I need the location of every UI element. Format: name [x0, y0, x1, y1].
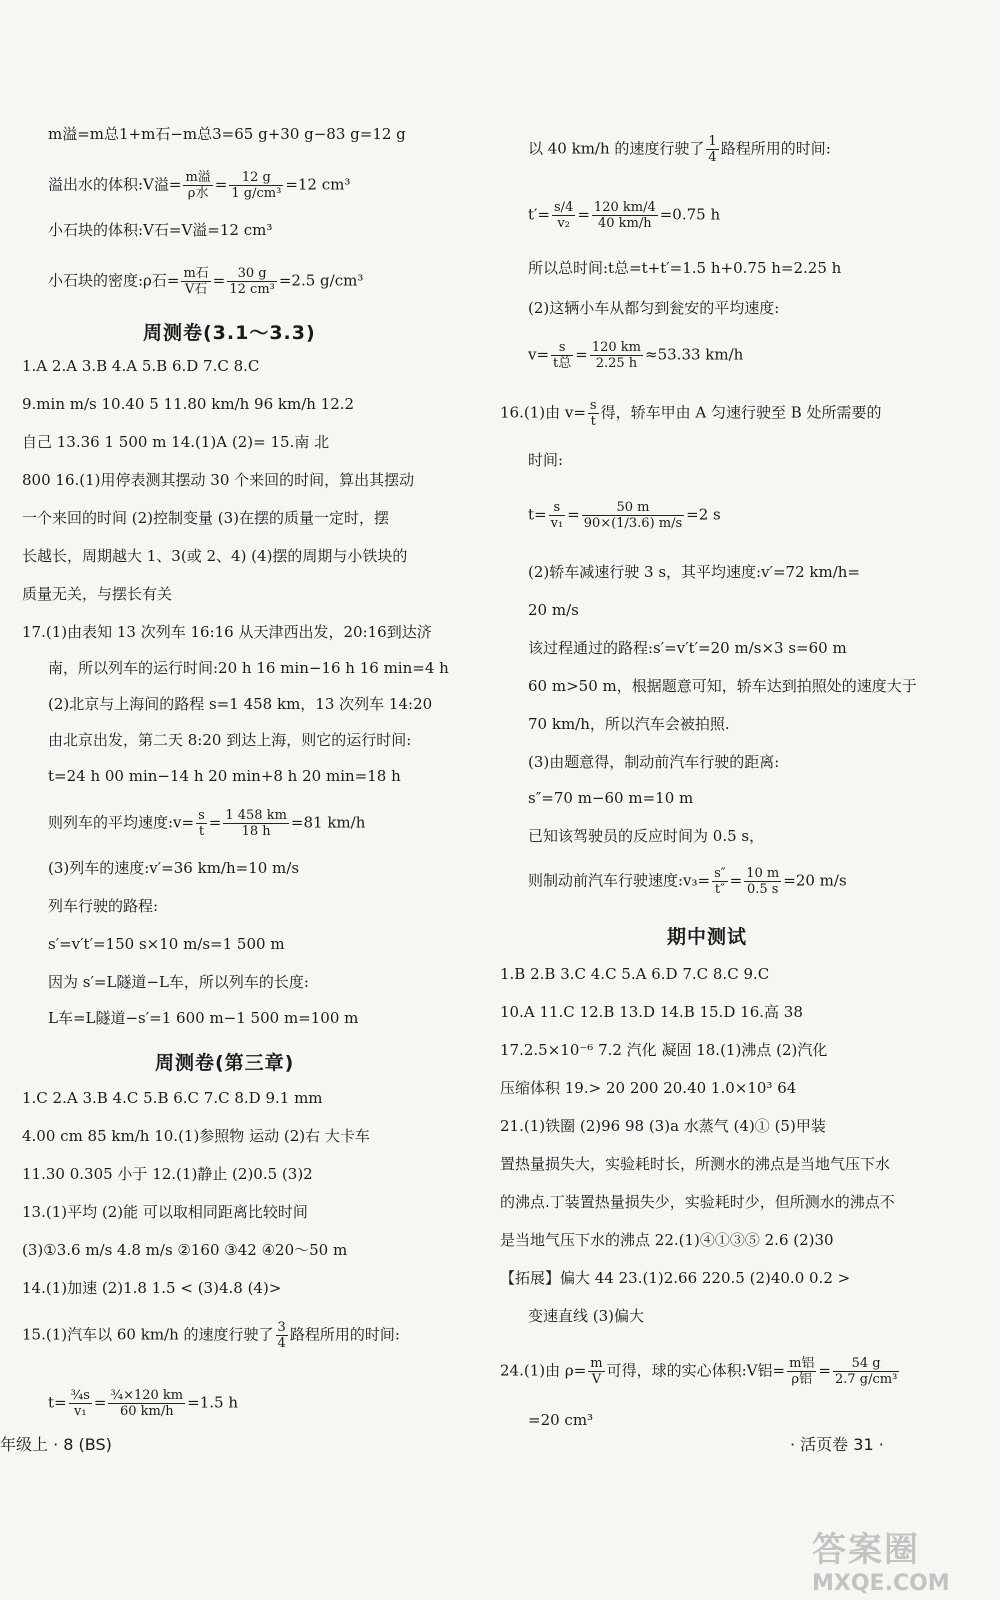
fraction	[590, 340, 643, 371]
text-line: 9.min m/s 10.40 5 11.80 km/h 96 km/h 12.2	[22, 395, 355, 413]
watermark-logo	[812, 1522, 982, 1596]
text-line: =20 cm³	[528, 1411, 594, 1429]
text-line: 因为 s′=L隧道−L车，所以列车的长度:	[48, 973, 309, 991]
fraction	[588, 1356, 604, 1387]
denominator: 0.5 s	[747, 882, 779, 897]
denominator: 18 h	[241, 824, 271, 839]
text-line: s′=v′t′=150 s×10 m/s=1 500 m	[48, 935, 285, 953]
text-line: 自己 13.36 1 500 m 14.(1)A (2)= 15.南 北	[22, 433, 330, 451]
denominator: v₂	[557, 216, 570, 231]
numerator: 1	[708, 134, 717, 149]
numerator: 120 km/4	[593, 200, 656, 215]
text-line: 已知该驾驶员的反应时间为 0.5 s，	[528, 827, 765, 845]
text-segment: 15.(1)汽车以 60 km/h 的速度行驶了	[22, 1325, 274, 1344]
fraction	[108, 1388, 185, 1419]
text-line: 压缩体积 19.> 20 200 20.40 1.0×10³ 64	[500, 1079, 797, 1097]
text-line: 14.(1)加速 (2)1.8 1.5 < (3)4.8 (4)>	[22, 1279, 282, 1297]
text-line: s″=70 m−60 m=10 m	[528, 789, 694, 807]
text-line: t′= $\frac{s/4}{\text{v₂}}$ = $\frac{120 km/4}{40 km/h}$ =0.75 h	[528, 200, 721, 231]
denominator: 90×(1/3.6) m/s	[583, 516, 683, 531]
numerator: s	[198, 808, 205, 823]
denominator: v₁	[550, 516, 564, 531]
text-segment: 路程所用的时间:	[289, 1325, 400, 1344]
fraction	[588, 398, 599, 429]
numerator: 30 g	[227, 266, 277, 282]
text-line: 则制动前汽车行驶速度:v₃= $\frac{s''}{t''}$ = $\frac{10 m}{0.5 s}$ =20 m/s	[528, 866, 847, 897]
text-line: 1.B 2.B 3.C 4.C 5.A 6.D 7.C 8.C 9.C	[500, 965, 770, 983]
section-heading: 周测卷(3.1～3.3)	[143, 322, 316, 344]
numerator: 10 m	[746, 866, 780, 881]
numerator: 120 km	[591, 340, 642, 355]
watermark-url: MXQE.COM	[812, 1571, 950, 1596]
text-line: 则列车的平均速度:v= $\frac{s}{t}$ = $\frac{1 458 km}{18 h}$ =81 km/h	[48, 808, 366, 839]
text-line: 长越长，周期越大 1、3(或 2、4) (4)摆的周期与小铁块的	[22, 547, 408, 565]
section-heading: 期中测试	[667, 926, 748, 948]
numerator: 50 m	[582, 500, 684, 516]
fraction	[712, 866, 728, 897]
denominator: 40 km/h	[598, 216, 652, 231]
text-line: 小石块的体积:V石=V溢=12 cm³	[48, 221, 273, 239]
text-line: 该过程通过的路程:s′=v′t′=20 m/s×3 s=60 m	[528, 639, 847, 657]
text-line: 时间:	[528, 451, 564, 469]
text-line: 1.C 2.A 3.B 4.C 5.B 6.C 7.C 8.D 9.1 mm	[22, 1089, 323, 1107]
fraction	[69, 1388, 92, 1419]
text-line: 21.(1)铁圈 (2)96 98 (3)a 水蒸气 (4)① (5)甲装	[500, 1117, 826, 1135]
text-line: L车=L隧道−s′=1 600 m−1 500 m=100 m	[48, 1009, 359, 1027]
text-segment: t=	[48, 1393, 67, 1412]
denominator: 4	[277, 1336, 286, 1351]
text-line: (3)列车的速度:v′=36 km/h=10 m/s	[48, 859, 300, 877]
numerator: s″	[714, 866, 726, 881]
text-segment: ≈53.33 km/h	[645, 345, 744, 364]
text-line: 17.(1)由表知 13 次列车 16:16 从天津西出发，20:16到达济	[22, 623, 432, 641]
text-line: 的沸点.丁装置热量损失少，实验耗时少，但所测水的沸点不	[500, 1193, 895, 1211]
text-line: (3)①3.6 m/s 4.8 m/s ②160 ③42 ④20～50 m	[22, 1241, 348, 1259]
text-line: 质量无关，与摆长有关	[22, 585, 173, 603]
text-segment: 路程所用的时间:	[720, 139, 831, 158]
text-line: 70 km/h，所以汽车会被拍照.	[528, 715, 730, 733]
text-line: 800 16.(1)用停表测其摆动 30 个来回的时间，算出其摆动	[22, 471, 415, 489]
denominator: ρ水	[187, 186, 209, 201]
text-segment: t=	[528, 505, 547, 524]
text-line: (2)轿车减速行驶 3 s，其平均速度:v′=72 km/h=	[528, 563, 860, 581]
denominator: ρ铝	[791, 1372, 813, 1387]
fraction	[552, 200, 575, 231]
text-segment: =2.5 g/cm³	[278, 271, 364, 290]
footer-right: · 活页卷 31 ·	[790, 1435, 884, 1454]
fraction	[229, 170, 283, 201]
fraction	[787, 1356, 816, 1387]
text-segment: v=	[528, 345, 550, 364]
text-line: (2)这辆小车从都匀到瓮安的平均速度:	[528, 299, 780, 317]
watermark-brand: 答案圈	[812, 1530, 920, 1570]
numerator: 1 458 km	[225, 808, 287, 823]
denominator: v₁	[73, 1404, 87, 1419]
section-heading: 周测卷(第三章)	[155, 1052, 295, 1074]
denominator: t″	[714, 882, 725, 897]
numerator: m	[590, 1356, 603, 1371]
text-line: 24.(1)由 ρ= $\frac{m}{V}$ 可得，球的实心体积:V铝= $\frac{\text{m铝}}{\text{ρ铝}}$ = $\frac{54 g}{\text{2.7 g/cm³}}$	[500, 1356, 898, 1387]
fraction	[592, 200, 658, 231]
numerator: 54 g	[833, 1356, 899, 1372]
text-segment: 得，轿车甲由 A 匀速行驶至 B 处所需要的	[600, 403, 882, 422]
numerator: s	[551, 340, 573, 356]
denominator: 2.7 g/cm³	[834, 1372, 898, 1387]
text-line: 变速直线 (3)偏大	[528, 1307, 645, 1325]
text-line: 1.A 2.A 3.B 4.A 5.B 6.D 7.C 8.C	[22, 357, 260, 375]
fraction	[276, 1320, 288, 1351]
fraction	[744, 866, 781, 897]
text-line	[22, 1320, 400, 1351]
text-segment: =2 s	[686, 505, 721, 524]
denominator: t总	[553, 356, 572, 371]
text-line: m溢=m总1+m石−m总3=65 g+30 g−83 g=12 g	[48, 125, 406, 143]
denominator: 2.25 h	[595, 356, 638, 371]
text-segment: 以 40 km/h 的速度行驶了	[528, 139, 705, 158]
fraction	[706, 134, 718, 165]
text-line	[500, 398, 882, 429]
denominator: 1 g/cm³	[231, 186, 282, 201]
fraction	[582, 500, 684, 531]
text-line: 小石块的密度:ρ石= $\frac{\text{m石}}{\text{V石}}$ = $\frac{30 g}{\text{12 cm³}}$ =2.5 g/cm³	[48, 266, 364, 297]
text-line: 是当地气压下水的沸点 22.(1)④①③⑤ 2.6 (2)30	[500, 1231, 834, 1249]
text-line: 10.A 11.C 12.B 13.D 14.B 15.D 16.高 38	[500, 1003, 803, 1021]
footer-left: 年级上 · 8 (BS)	[0, 1435, 112, 1454]
text-segment: 则制动前汽车行驶速度:v₃=	[528, 871, 711, 890]
text-line: 置热量损失大，实验耗时长，所测水的沸点是当地气压下水	[500, 1155, 891, 1173]
text-line: t=24 h 00 min−14 h 20 min+8 h 20 min=18 h	[48, 767, 401, 785]
text-line: 60 m>50 m，根据题意可知，轿车达到拍照处的速度大于	[528, 677, 917, 695]
numerator: s/4	[554, 200, 574, 215]
text-line: 13.(1)平均 (2)能 可以取相同距离比较时间	[22, 1203, 308, 1221]
text-line: 所以总时间:t总=t+t′=1.5 h+0.75 h=2.25 h	[528, 259, 842, 277]
text-segment: 则列车的平均速度:v=	[48, 813, 195, 832]
text-line: (3)由题意得，制动前汽车行驶的距离:	[528, 753, 780, 771]
text-segment: 16.(1)由 v=	[500, 403, 586, 422]
text-segment: 24.(1)由 ρ=	[500, 1361, 587, 1380]
text-line: 11.30 0.305 小于 12.(1)静止 (2)0.5 (3)2	[22, 1165, 313, 1183]
text-line: 17.2.5×10⁻⁶ 7.2 汽化 凝固 18.(1)沸点 (2)汽化	[500, 1041, 828, 1059]
text-segment: =1.5 h	[187, 1393, 238, 1412]
numerator: 12 g	[229, 170, 283, 186]
text-segment: =0.75 h	[659, 205, 721, 224]
numerator: m溢	[185, 170, 211, 185]
text-line	[528, 134, 831, 165]
denominator: 60 km/h	[119, 1404, 174, 1419]
denominator: 4	[708, 150, 717, 165]
numerator: ¾×120 km	[110, 1388, 184, 1403]
fraction	[227, 266, 277, 297]
numerator: m铝	[789, 1356, 815, 1371]
denominator: 12 cm³	[229, 282, 275, 297]
numerator: s	[549, 500, 566, 516]
text-segment: 可得，球的实心体积:V铝=	[606, 1361, 786, 1380]
text-line: t= $\frac{s}{\text{v₁}}$ = $\frac{50 m}{90\times(1/3.6) m/s}$ =2 s	[528, 500, 721, 531]
text-line: 20 m/s	[528, 601, 579, 619]
text-line: 【拓展】偏大 44 23.(1)2.66 220.5 (2)40.0 0.2 >	[500, 1269, 851, 1287]
text-line: 由北京出发，第二天 8:20 到达上海，则它的运行时间:	[48, 731, 412, 749]
text-line: 溢出水的体积:V溢= $\frac{\text{m溢}}{\text{ρ水}}$ = $\frac{12 g}{\text{1 g/cm³}}$ =12 cm³	[48, 170, 351, 201]
text-line: t= $\frac{\text{¾s}}{\text{v₁}}$ = $\frac{\text{¾×120 km}}{60 km/h}$ =1.5 h	[48, 1388, 238, 1419]
fraction	[196, 808, 207, 839]
text-line: 一个来回的时间 (2)控制变量 (3)在摆的质量一定时，摆	[22, 509, 390, 527]
text-line: 南，所以列车的运行时间:20 h 16 min−16 h 16 min=4 h	[48, 659, 449, 677]
fraction	[181, 266, 210, 297]
denominator: V石	[184, 282, 208, 297]
text-line: 列车行驶的路程:	[48, 897, 159, 915]
numerator: ¾s	[70, 1388, 90, 1403]
text-segment: =12 cm³	[285, 175, 351, 194]
numerator: m石	[183, 266, 209, 281]
denominator: V	[591, 1372, 602, 1387]
text-segment: 溢出水的体积:V溢=	[48, 175, 182, 194]
text-line: 4.00 cm 85 km/h 10.(1)参照物 运动 (2)右 大卡车	[22, 1127, 370, 1145]
numerator: 3	[277, 1320, 286, 1335]
denominator: t	[590, 414, 596, 429]
text-segment: =81 km/h	[290, 813, 366, 832]
numerator: s	[589, 398, 597, 413]
text-segment: 小石块的密度:ρ石=	[48, 271, 180, 290]
fraction	[551, 340, 573, 371]
fraction	[183, 170, 212, 201]
fraction	[549, 500, 566, 531]
fraction	[223, 808, 289, 839]
denominator: t	[198, 824, 205, 839]
text-line: v= $\frac{s}{\text{t总}}$ = $\frac{120 km}{2.25 h}$ ≈53.33 km/h	[528, 340, 744, 371]
text-segment: t′=	[528, 205, 551, 224]
fraction	[833, 1356, 899, 1387]
text-line: (2)北京与上海间的路程 s=1 458 km，13 次列车 14:20	[48, 695, 433, 713]
text-segment: =20 m/s	[783, 871, 847, 890]
